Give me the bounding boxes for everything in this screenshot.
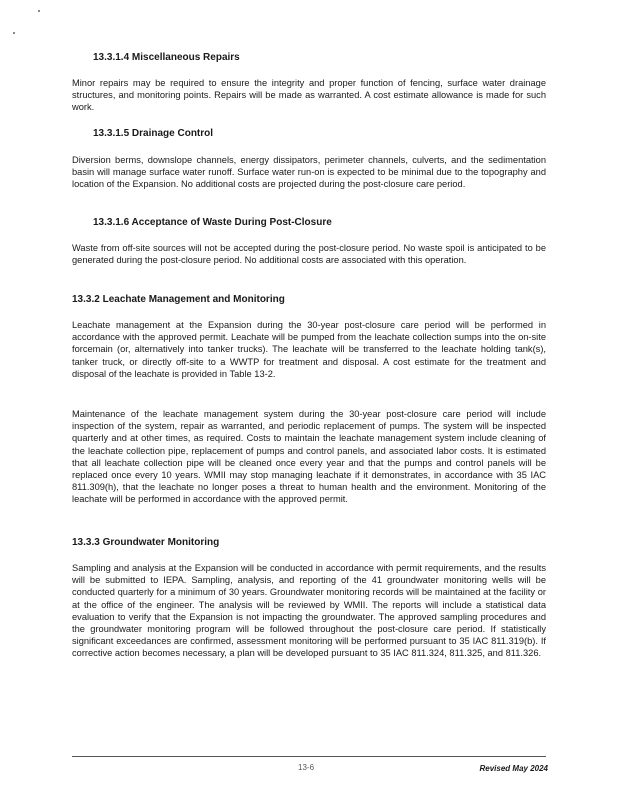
paragraph-waste-acceptance: Waste from off-site sources will not be accepted during the post-closure period. No waste spoil is anticipated to be generated during the post-closure period. No additional costs are associated with this operation. [72,243,546,266]
scan-speck [13,32,15,34]
page-number: 13-6 [298,763,315,772]
section-heading-waste-acceptance: 13.3.1.6 Acceptance of Waste During Post-Closure [93,217,332,228]
footer-rule [72,756,546,757]
paragraph-leachate-maintenance: Maintenance of the leachate management system during the 30-year post-closure care period will include inspection of the system, repair as warranted, and periodic replacement of pumps. The system will be inspected quarterly and at other times, as required. Costs to maintain the leachate management system include cleaning of the leachate collection pipe, replacement of pumps and control panels, and associated labor costs. It is estimated that all leachate collection pipe will be cleaned once every year and that the pumps and control panels will be replaced once every 10 years. WMII may stop managing leachate if it demonstrates, in accordance with 35 IAC 811.309(h), that the leachate no longer poses a threat to human health and the environment. Monitoring of the leachate will be performed in accordance with the approved permit. [72,409,546,505]
section-heading-leachate: 13.3.2 Leachate Management and Monitoring [72,294,285,305]
paragraph-leachate-management: Leachate management at the Expansion during the 30-year post-closure care period will be performed in accordance with the approved permit. Leachate will be pumped from the leachate collection sumps into the on-site forcemain (or, alternatively into tanker trucks). The leachate will be transferred to the leachate holding tank(s), tanker truck, or directly off-site to a WWTP for treatment and disposal. A cost estimate for the treatment and disposal of the leachate is provided in Table 13-2. [72,320,546,379]
paragraph-groundwater-monitoring: Sampling and analysis at the Expansion will be conducted in accordance with permit requirements, and the results will be submitted to IEPA. Sampling, analysis, and reporting of the 41 groundwater monitoring wells will be conducted quarterly for a minimum of 30 years. Groundwater monitoring records will be maintained at the facility or at the office of the engineer. The analysis will be reviewed by WMII. The reports will include a statistical data evaluation to verify that the Expansion is not impacting the groundwater. The approved sampling procedures and the groundwater monitoring program will be followed throughout the post-closure care period. If statistically significant exceedances are confirmed, assessment monitoring will be performed pursuant to 35 IAC 811.319(b). If corrective action becomes necessary, a plan will be developed pursuant to 35 IAC 811.324, 811.325, and 811.326. [72,563,546,659]
section-heading-drainage-control: 13.3.1.5 Drainage Control [93,128,214,139]
section-heading-groundwater: 13.3.3 Groundwater Monitoring [72,537,220,548]
paragraph-misc-repairs: Minor repairs may be required to ensure the integrity and proper function of fencing, surface water drainage structures, and monitoring points. Repairs will be made as warranted. A cost estimate allowance is made for such work. [72,78,546,113]
revision-date: Revised May 2024 [479,764,548,773]
paragraph-drainage-control: Diversion berms, downslope channels, energy dissipators, perimeter channels, culverts, and the sedimentation basin will manage surface water runoff. Surface water run-on is expected to be minimal due to the topography and location of the Expansion. No additional costs are projected during the post-closure care period. [72,155,546,190]
section-heading-misc-repairs: 13.3.1.4 Miscellaneous Repairs [93,52,240,63]
scan-speck [38,10,40,12]
